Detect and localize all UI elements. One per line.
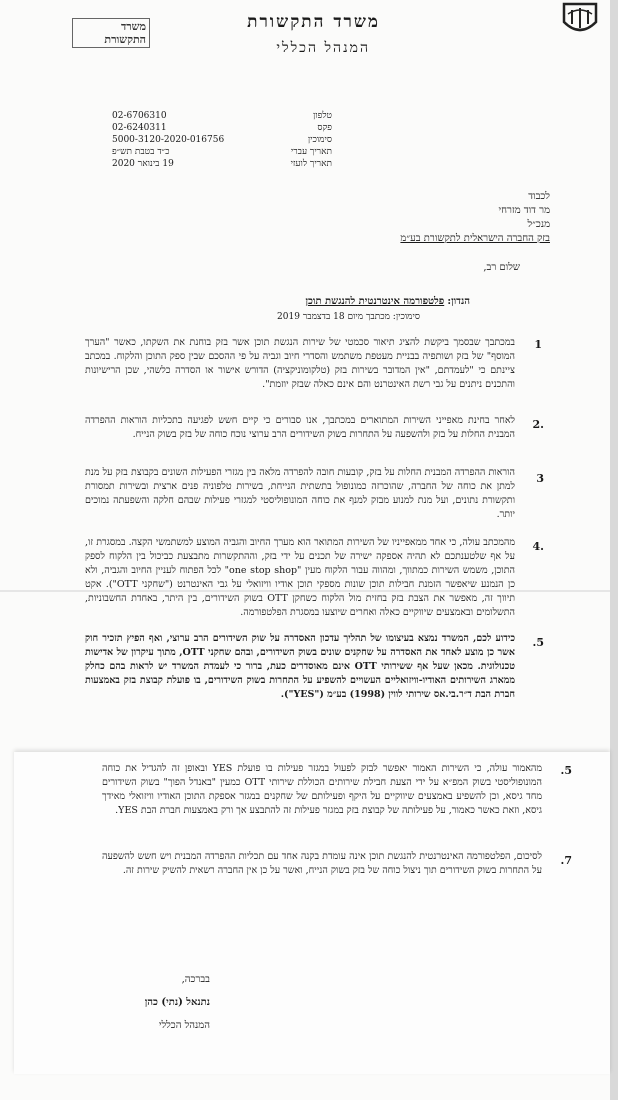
signature-role: המנהל הכללי <box>158 1020 210 1031</box>
ref-label-hebrew-date: תאריך עברי <box>290 147 332 157</box>
received-stamp: משרד התקשורת <box>72 18 150 48</box>
ref-value-hebrew-date: כ״ד בטבת תש״פ <box>112 147 170 157</box>
subject-text: פלטפורמה אינטרנטית להנגשת תוכן <box>305 296 445 307</box>
pasted-continuation-sheet <box>14 752 610 1074</box>
recipient-company: בזק החברה הישראלית לתקשורת בע״מ <box>400 233 550 244</box>
paragraph-number: 1 <box>534 338 542 351</box>
recipient-name: מר דוד מזרחי <box>498 205 550 216</box>
ref-label-date: תאריך לועזי <box>290 159 332 169</box>
paragraph-4: מהמכתב עולה, כי אחד ממאפייניו של השירות המתואר הוא מערך החיוב והגביה המוצע למשתמשי הקצה. במסגרת זו, על אף שלטענתכם לא תהיה אספקה ישירה של תכנים על ידי בזק, וההתקשרות מתבצעת כביכול בין הלקוח לספק התוכן, משמש השירות כמתווך, ומהווה עבור הלקוח מעין "one stop shop" לכל הפתוח לעניין החיוב והגביה, ולא כן הנמנע שיאפשר הזמנת חבילות תוכן שונות מספקי תוכן אודיו וויזואלי על גבי האינטרנט ("שחקני OTT"). אקט תיווך זה, מאפשר את הצבת בזק בחזית מול הלקוח כשחקן OTT בשוק השידורים, בין היתר, באחדת החשבוניות, התשלומים ובאמצעים שיווקיים כאלה ואחרים שיוצעו במסגרת הפלטפורמה. <box>85 537 515 618</box>
paragraph-5: כידוע לכם, המשרד נמצא בעיצומו של תהליך עדכון האסדרה על שוק השידורים הרב ערוצי, ואף הפיץ תזכיר חוק אשר כן מוצע לאחד את האסדרה על שחקנים שונים בשוק השידורים, ובהם שחקני OTT, מתוך עיקרון של אדישות טכנולוגית. מכאן שעל אף ששירותי OTT אינם מאוסדרים כעת, ברור כי לעמדת המשרד יש לראות בהם כחלק ממארג השירותים האודיו-וויזואליים העשויים להשפיע על התחרות בשוק השידורים, בו פועלת קבוצת בזק באמצעות חברת הבת ד״ר.בי.אס שירותי לווין (1998) בע״מ ("YES"). <box>85 633 516 700</box>
page-fold <box>0 590 610 592</box>
recipient-to: לכבוד <box>528 191 550 202</box>
paragraph-number: .7 <box>560 854 572 867</box>
paragraph-3: הוראות ההפרדה המבנית החלות על בזק, קובעות חובה להפרדה מלאה בין מגזרי הפעילות השונים בקבוצת בזק על מנת למתן את כוחה של החברה, שהוכרזה כמונופול בתשתית הנייחת, בשירות טלפוניה פנים ארצית ובשירות תמסורת ותקשורת נתונים, ועל מנת למנוע מבזק למנף את כוחה המונופוליסטי למגזרי פעילות שבהם חלקה והשפעתה נמוכים יותר. <box>85 467 515 520</box>
ref-label-fax: פקס <box>317 123 332 133</box>
greeting: שלום רב, <box>483 262 520 273</box>
reference-block <box>112 110 332 170</box>
ref-value-date: 19 בינואר 2020 <box>112 159 174 169</box>
paragraph-number: .5 <box>532 636 544 649</box>
recipient-block <box>290 190 550 246</box>
director-general-subtitle: המנהל הכללי <box>276 40 370 56</box>
subject-reference: סימוכין: מכתבך מיום 18 בדצמבר 2019 <box>277 312 420 322</box>
ref-value-phone: 02-6706310 <box>112 111 167 121</box>
signature-closing: בברכה, <box>181 974 210 985</box>
paragraph-number: 2. <box>532 418 544 431</box>
subject-prefix: הנדון: <box>447 296 470 307</box>
recipient-title: מנכ״ל <box>527 219 550 230</box>
ref-value-ref: 5000-3120-2020-016756 <box>112 135 225 145</box>
signature-block <box>70 974 210 1031</box>
paragraph-number: 3 <box>536 472 544 485</box>
ref-label-ref: סימוכין <box>307 135 332 145</box>
ministry-title: משרד התקשורת <box>247 12 380 32</box>
subject-line <box>190 296 470 307</box>
signature-name: נתנאל (נתי) כהן <box>144 997 210 1008</box>
paragraph-number: 4. <box>532 540 544 553</box>
ref-value-fax: 02-6240311 <box>112 123 167 133</box>
paragraph-6: מהאמור עולה, כי השירות האמור יאפשר לבזק לפעול במגזר פעילות בו פועלת YES ובאופן זה להגדיל את כוחה המונופוליסטי בשוק המפ״א על ידי הצעת חבילת שירותים הכוללת שירותי OTT כמעין "באנדל הפוך" בשוק השידורים מחד גיסא, וכן להשפיע באמצעים שיווקיים על היקף ופעילותם של שחקנים במגזר אספקת התוכן האודיו וויזואלי מאידך גיסא, וזאת כאשר כאמור, על פעילותה של קבוצת בזק במגזר פעילות זה להתבצע אך ורק באמצעות חברת הבת YES. <box>102 763 542 816</box>
paragraph-7: לסיכום, הפלטפורמה האינטרנטית להנגשת תוכן אינה עומדת בקנה אחד עם תכליות ההפרדה המבנית ויש חשש להשפעה על התחרות בשוק השידורים תוך ניצול כוחה של בזק בשוק הנייח, ואשר על כן אין החברה רשאית להשיק שירות זה. <box>102 851 542 876</box>
paragraph-number: .5 <box>560 764 572 777</box>
paragraph-1: במכתבך שבסמך ביקשת להציג תיאור סכמטי של שירות הנגשת תוכן אשר בזק בוחנת את השקתו, כאשר "הערך המוסף" של בזק ושותפיה בבניית מעטפת משתמש והסדרי חיוב וגביה על פי ההסכם שבין ספק התוכן והלקוח. במכתב ציינתם כי "לעמדתם, "אין המדובר בשירות בזק (טלקומוניקציה) הדורש אישור או הסדרה כלשהי, שכן הרישיונות והתכנים ניתנים על גבי רשת האינטרנט והם אינם כאלה שבזק יוזמת". <box>85 337 515 390</box>
paragraph-2: לאחר בחינת מאפייני השירות המתוארים במכתבך, אנו סבורים כי קיים חשש לפגיעה בתכליות הוראות ההפרדה המבנית החלות על בזק ולהשפעה על התחרות בשוק השידורים הרב ערוצי נוכח כוחה של בזק בשוק הנייח. <box>85 415 515 440</box>
state-emblem-icon <box>560 2 600 38</box>
ref-label-phone: טלפון <box>313 111 332 121</box>
